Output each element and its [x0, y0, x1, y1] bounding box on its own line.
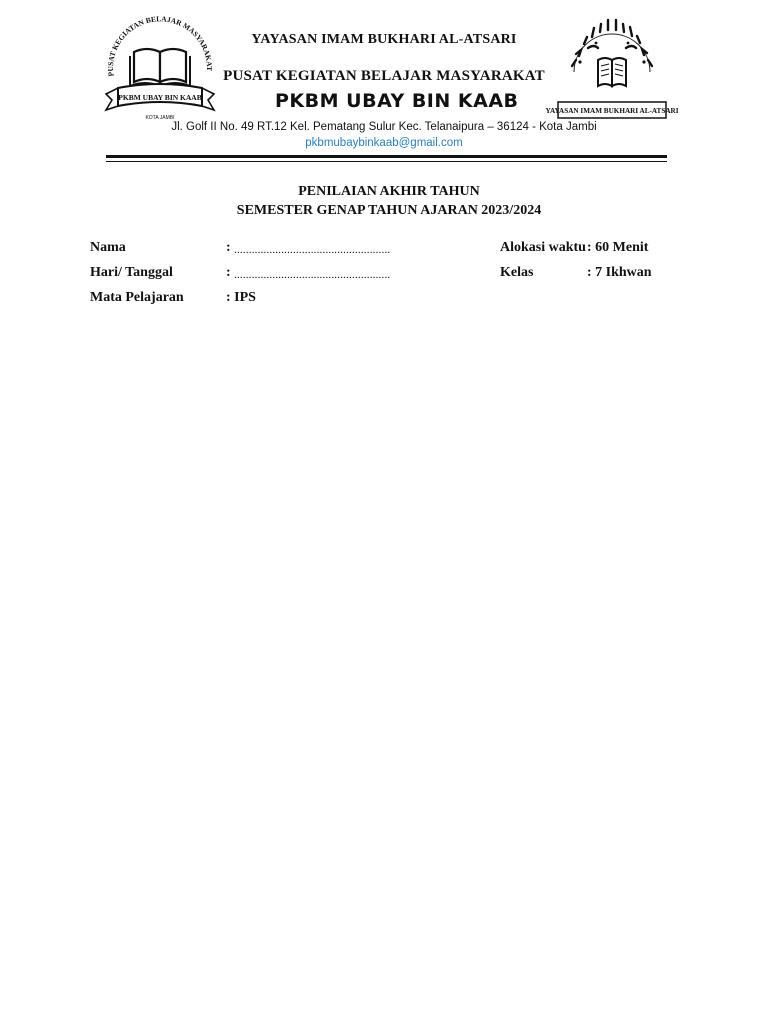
center-name: PUSAT KEGIATAN BELAJAR MASYARAKAT [223, 68, 545, 84]
logo-left-banner-text: PKBM UBAY BIN KAAB [118, 93, 202, 102]
kelas-value: : 7 Ikhwan [587, 265, 652, 280]
alokasi-waktu-value: : 60 Menit [587, 240, 649, 255]
logo-right-base-text: YAYASAN IMAM BUKHARI AL-ATSARI [545, 107, 679, 115]
header-divider-thick [106, 155, 667, 158]
address: Jl. Golf II No. 49 RT.12 Kel. Pematang Sulur Kec. Telanaipura – 36124 - Kota Jambi [171, 121, 597, 133]
logo-left-city-text: KOTA JAMBI [145, 115, 175, 121]
foundation-name: YAYASAN IMAM BUKHARI AL-ATSARI [251, 32, 517, 47]
hari-tanggal-label: Hari/ Tanggal [90, 265, 173, 280]
yayasan-logo [545, 10, 679, 122]
header-divider-thin [106, 161, 667, 162]
nama-colon: : [226, 240, 231, 255]
alokasi-waktu-label: Alokasi waktu [500, 240, 586, 255]
institution-name: PKBM UBAY BIN KAAB [275, 90, 519, 112]
mata-pelajaran-label: Mata Pelajaran [90, 290, 184, 305]
exam-title: PENILAIAN AKHIR TAHUN [298, 184, 480, 199]
hari-tanggal-blank: ..................................................... [234, 269, 391, 281]
mata-pelajaran-value: : IPS [226, 290, 256, 305]
nama-blank: ..................................................... [234, 244, 391, 256]
kelas-label: Kelas [500, 265, 534, 280]
logo-left-arc-text: PUSAT KEGIATAN BELAJAR MASYARAKAT [105, 14, 215, 77]
exam-subtitle: SEMESTER GENAP TAHUN AJARAN 2023/2024 [236, 203, 542, 218]
email-address: pkbmubaybinkaab@gmail.com [305, 137, 463, 149]
hari-tanggal-colon: : [226, 265, 231, 280]
nama-label: Nama [90, 240, 126, 255]
